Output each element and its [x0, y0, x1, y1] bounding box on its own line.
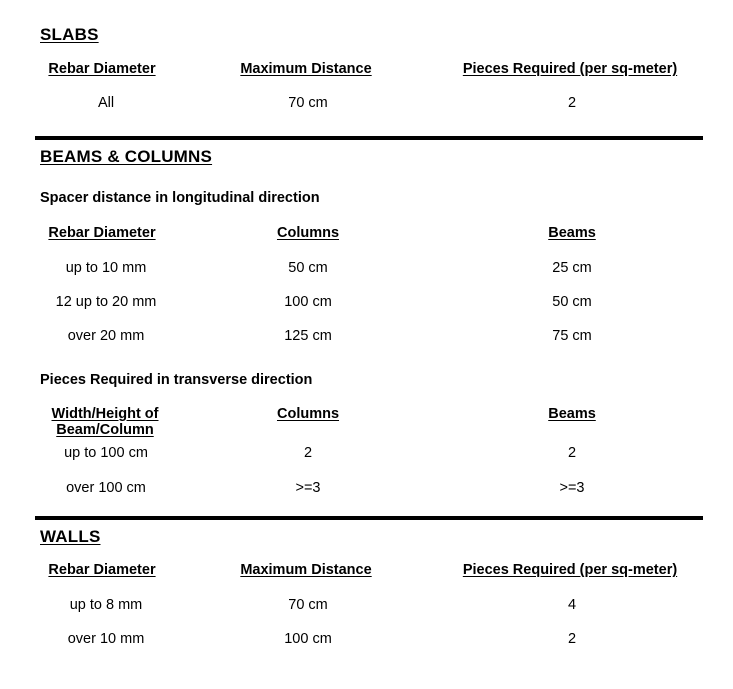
beams-columns-title: BEAMS & COLUMNS [40, 147, 213, 166]
walls-row-1-pieces: 4 [567, 597, 577, 613]
longitudinal-header-beams: Beams [548, 225, 596, 241]
slabs-header-pieces-required: Pieces Required (per sq-meter) [462, 61, 678, 77]
slabs-cell-rebar-diameter: All [97, 95, 115, 111]
slabs-title: SLABS [40, 25, 99, 44]
transverse-row-2-columns: >=3 [295, 480, 321, 496]
section-divider [35, 136, 703, 140]
walls-row-2-rebar: over 10 mm [67, 631, 145, 647]
transverse-row-2-beams: >=3 [559, 480, 585, 496]
transverse-row-1-columns: 2 [303, 445, 313, 461]
longitudinal-header-rebar-diameter: Rebar Diameter [48, 225, 156, 241]
walls-row-2-distance: 100 cm [284, 631, 332, 647]
section-divider [35, 516, 703, 520]
longitudinal-row-3-beams: 75 cm [552, 328, 592, 344]
longitudinal-row-2-beams: 50 cm [552, 294, 592, 310]
transverse-header-width-height [52, 406, 159, 438]
transverse-row-2-width: over 100 cm [66, 480, 146, 496]
transverse-row-1-beams: 2 [567, 445, 577, 461]
longitudinal-row-1-rebar: up to 10 mm [65, 260, 147, 276]
slabs-cell-maximum-distance: 70 cm [288, 95, 328, 111]
transverse-header-beams: Beams [548, 406, 596, 422]
walls-header-rebar-diameter: Rebar Diameter [48, 562, 156, 578]
slabs-cell-pieces-required: 2 [567, 95, 577, 111]
longitudinal-row-2-columns: 100 cm [284, 294, 332, 310]
transverse-row-1-width: up to 100 cm [64, 445, 148, 461]
longitudinal-header-columns: Columns [276, 225, 340, 241]
longitudinal-subtitle: Spacer distance in longitudinal direction [40, 190, 320, 206]
transverse-header-columns: Columns [276, 406, 340, 422]
transverse-header-line-2: Beam/Column [56, 422, 154, 438]
longitudinal-row-3-rebar: over 20 mm [67, 328, 145, 344]
longitudinal-row-3-columns: 125 cm [284, 328, 332, 344]
longitudinal-row-1-beams: 25 cm [552, 260, 592, 276]
longitudinal-row-1-columns: 50 cm [288, 260, 328, 276]
slabs-header-rebar-diameter: Rebar Diameter [48, 61, 156, 77]
longitudinal-row-2-rebar: 12 up to 20 mm [55, 294, 157, 310]
walls-row-1-rebar: up to 8 mm [69, 597, 143, 613]
transverse-header-line-1: Width/Height of [51, 406, 159, 422]
slabs-header-maximum-distance: Maximum Distance [240, 61, 372, 77]
walls-row-1-distance: 70 cm [288, 597, 328, 613]
walls-title: WALLS [40, 527, 101, 546]
walls-header-maximum-distance: Maximum Distance [240, 562, 372, 578]
walls-header-pieces-required: Pieces Required (per sq-meter) [462, 562, 678, 578]
walls-row-2-pieces: 2 [567, 631, 577, 647]
transverse-subtitle: Pieces Required in transverse direction [40, 372, 313, 388]
